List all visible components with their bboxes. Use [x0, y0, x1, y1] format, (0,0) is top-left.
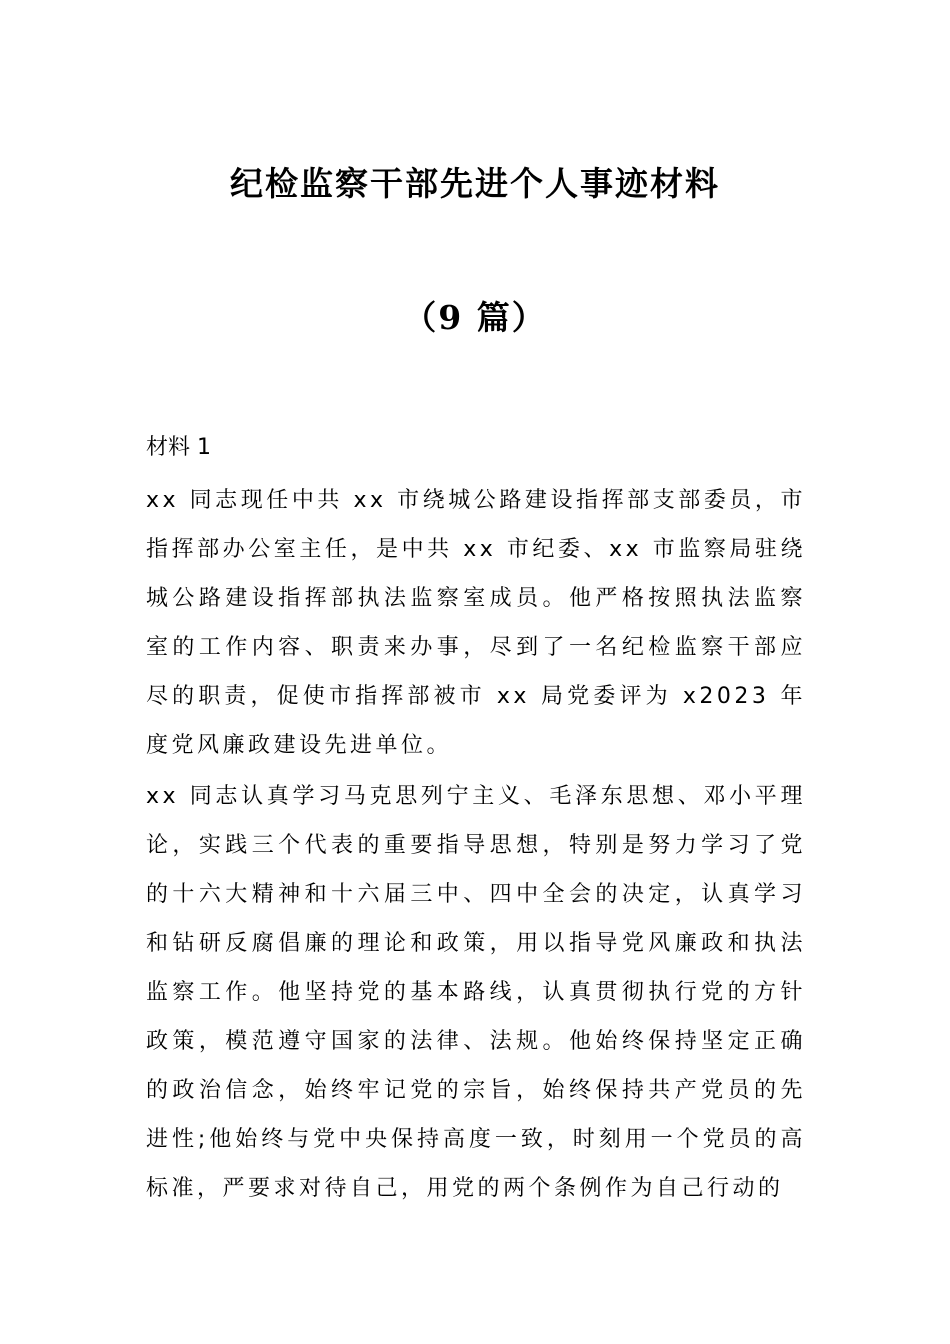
document-title: 纪检监察干部先进个人事迹材料 — [230, 164, 720, 203]
section-label: 材料 1 — [146, 435, 211, 460]
body-paragraph-1: xx 同志现任中共 xx 市绕城公路建设指挥部支部委员，市指挥部办公室主任，是中共 xx 市纪委、xx 市监察局驻绕城公路建设指挥部执法监察室成员。他严格按照执法监察室的工作内容、职责来办事，尽到了一名纪检监察干部应尽的职责，促使市指挥部被市 xx 局党委评为 x2023 年度党风廉政建设先进单位。 — [146, 488, 806, 758]
body-paragraph-2: xx 同志认真学习马克思列宁主义、毛泽东思想、邓小平理论，实践三个代表的重要指导思想，特别是努力学习了党的十六大精神和十六届三中、四中全会的决定，认真学习和钻研反腐倡廉的理论和政策，用以指导党风廉政和执法监察工作。他坚持党的基本路线，认真贯彻执行党的方针政策，模范遵守国家的法律、法规。他始终保持坚定正确的政治信念，始终牢记党的宗旨，始终保持共产党员的先进性;他始终与党中央保持高度一致，时刻用一个党员的高标准，严要求对待自己，用党的两个条例作为自己行动的 — [146, 784, 806, 1201]
document-subtitle: （9 篇） — [403, 298, 547, 337]
